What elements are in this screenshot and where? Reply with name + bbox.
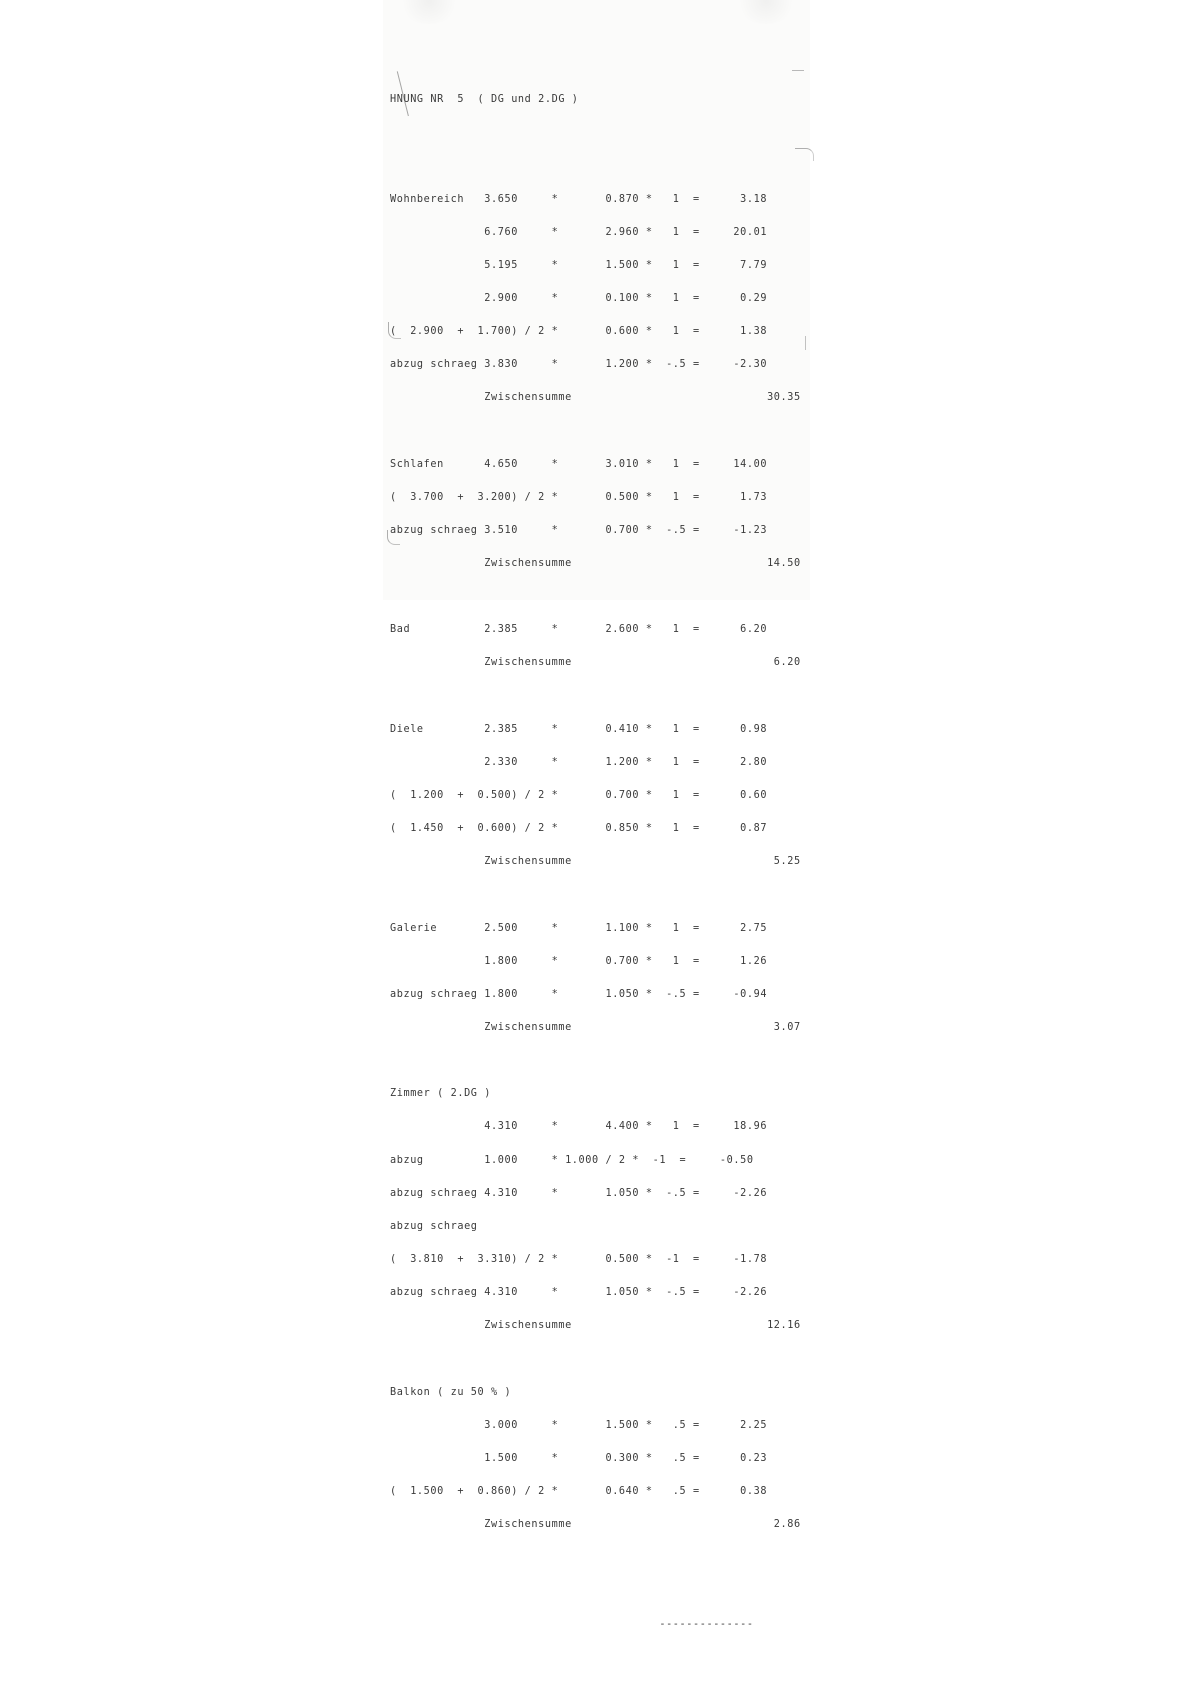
document-line: Zwischensumme 6.20 [390,657,801,669]
document-line: Bad 2.385 * 2.600 * 1 = 6.20 [390,624,768,636]
document-line: abzug schraeg 3.830 * 1.200 * -.5 = -2.30 [390,359,768,371]
document-line [390,1353,820,1364]
document-line [390,160,820,171]
document-line: -------------- [390,1618,754,1630]
document-line: Zwischensumme 3.07 [390,1022,801,1034]
document-line: ( 1.450 + 0.600) / 2 * 0.850 * 1 = 0.87 [390,823,768,835]
document-line [390,889,820,900]
document-line: Wohnbereich 3.650 * 0.870 * 1 = 3.18 [390,193,768,205]
document-line: ( 1.500 + 0.860) / 2 * 0.640 * .5 = 0.38 [390,1486,768,1497]
document-line: 4.310 * 4.400 * 1 = 18.96 [390,1121,768,1133]
document-line: Diele 2.385 * 0.410 * 1 = 0.98 [390,723,768,735]
document-line: 2.330 * 1.200 * 1 = 2.80 [390,756,768,768]
document-line: 6.760 * 2.960 * 1 = 20.01 [390,226,768,238]
document-line: ( 1.200 + 0.500) / 2 * 0.700 * 1 = 0.60 [390,790,768,802]
document-line: 5.195 * 1.500 * 1 = 7.79 [390,259,768,271]
document-line: HNUNG NR 5 ( DG und 2.DG ) [390,94,579,106]
document-line: 1.800 * 0.700 * 1 = 1.26 [390,955,768,967]
document-line: 1.500 * 0.300 * .5 = 0.23 [390,1452,768,1464]
document-line [390,426,820,437]
document-line: Zwischensumme 14.50 [390,558,801,570]
document-line: ( 2.900 + 1.700) / 2 * 0.600 * 1 = 1.38 [390,326,768,338]
document-line: abzug schraeg 3.510 * 0.700 * -.5 = -1.23 [390,524,768,536]
document-line: Schlafen 4.650 * 3.010 * 1 = 14.00 [390,458,768,470]
document-text-body [390,72,820,1685]
document-line [390,691,820,702]
document-line: ( 3.810 + 3.310) / 2 * 0.500 * -1 = -1.78 [390,1254,768,1266]
document-line: Zwischensumme 5.25 [390,856,801,868]
document-line: Zimmer ( 2.DG ) [390,1088,492,1100]
document-line: Galerie 2.500 * 1.100 * 1 = 2.75 [390,922,768,934]
document-line: abzug schraeg 4.310 * 1.050 * -.5 = -2.26 [390,1287,768,1299]
document-line: Balkon ( zu 50 % ) [390,1386,512,1398]
document-line: 2.900 * 0.100 * 1 = 0.29 [390,292,768,304]
document-line: ( 3.700 + 3.200) / 2 * 0.500 * 1 = 1.73 [390,491,768,503]
document-line: 3.000 * 1.500 * .5 = 2.25 [390,1419,768,1431]
document-line [390,1055,820,1066]
document-line: Zwischensumme 30.35 [390,392,801,404]
document-line: Zwischensumme 12.16 [390,1320,801,1332]
document-line-faded [390,1552,820,1563]
document-line [390,591,820,602]
document-line: abzug schraeg 1.800 * 1.050 * -.5 = -0.94 [390,988,768,1000]
document-line: Zwischensumme 2.86 [390,1519,801,1531]
document-total-line [390,1652,820,1663]
document-line: abzug 1.000 * 1.000 / 2 * -1 = -0.50 [390,1154,754,1166]
document-line [390,127,820,138]
document-line: abzug schraeg [390,1220,478,1232]
document-separator-rule [390,1585,820,1596]
document-line: abzug schraeg 4.310 * 1.050 * -.5 = -2.26 [390,1187,768,1199]
